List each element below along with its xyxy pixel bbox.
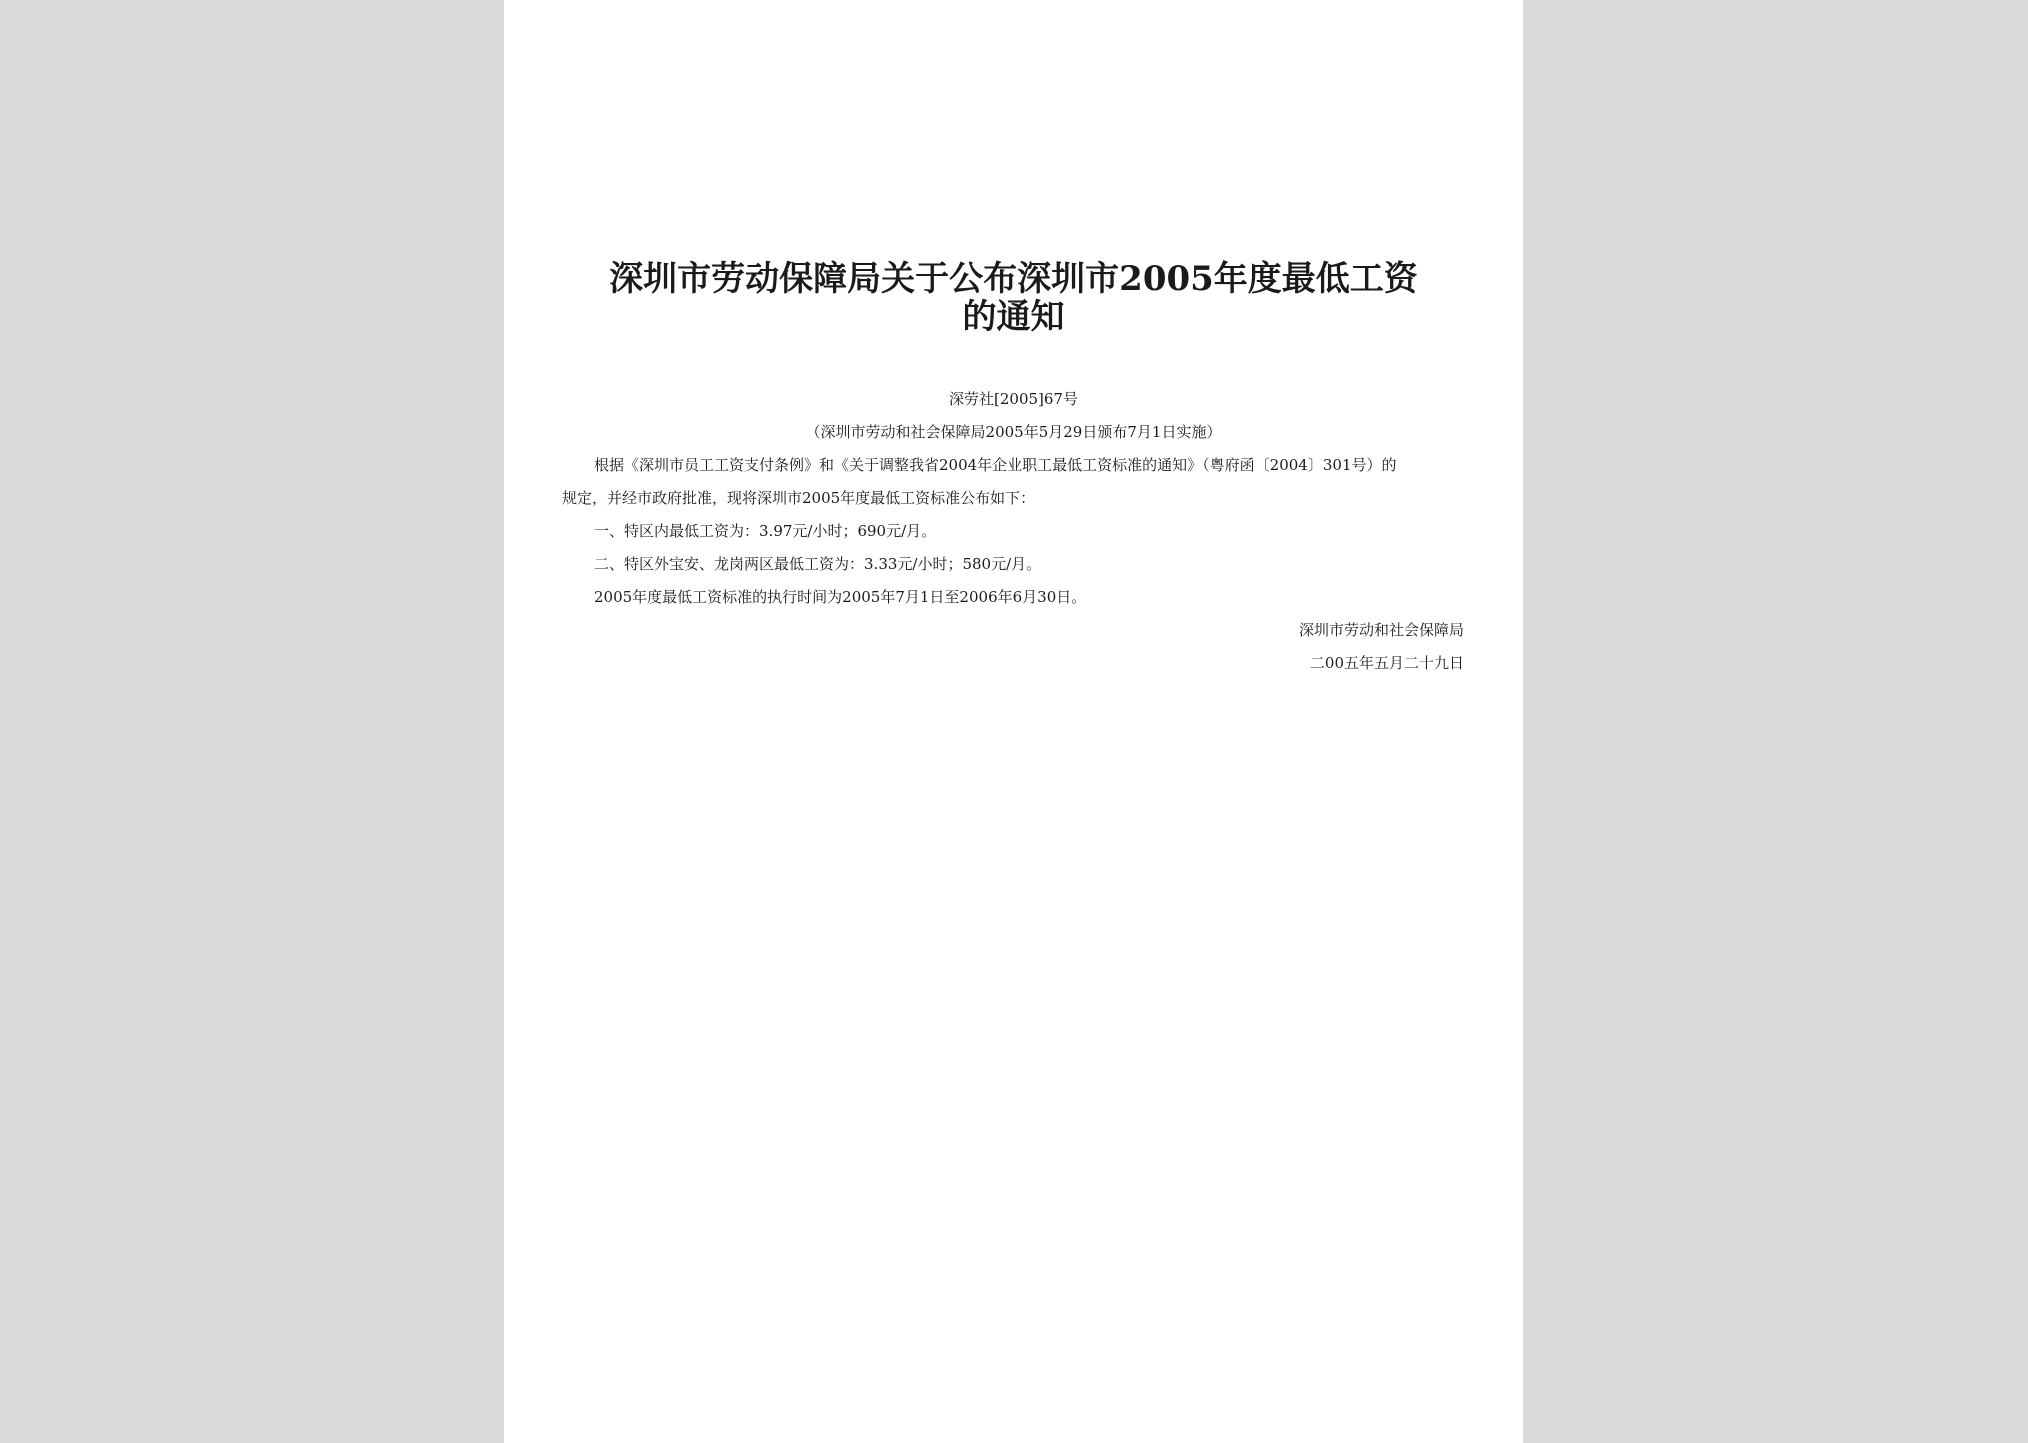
issue-note: （深圳市劳动和社会保障局2005年5月29日颁布7月1日实施）: [805, 423, 1222, 441]
intro-paragraph-line-2: 规定，并经市政府批准，现将深圳市2005年度最低工资标准公布如下：: [562, 489, 1036, 507]
title-line-1: 深圳市劳动保障局关于公布深圳市2005年度最低工资: [609, 259, 1418, 299]
document-page: [504, 0, 1523, 1443]
document-number: 深劳社[2005]67号: [949, 390, 1078, 408]
signature-issuer: 深圳市劳动和社会保障局: [1298, 621, 1464, 639]
document-title: [564, 260, 1463, 336]
wage-item-2: 二、特区外宝安、龙岗两区最低工资为：3.33元/小时；580元/月。: [594, 555, 1042, 573]
effective-period: 2005年度最低工资标准的执行时间为2005年7月1日至2006年6月30日。: [594, 588, 1087, 606]
wage-item-1: 一、特区内最低工资为：3.97元/小时；690元/月。: [594, 522, 937, 540]
signature-date: 二00五年五月二十九日: [1309, 654, 1464, 672]
title-line-2: 的通知: [962, 297, 1065, 337]
intro-paragraph-line-1: 根据《深圳市员工工资支付条例》和《关于调整我省2004年企业职工最低工资标准的通知》（粤府函〔2004〕301号）的: [594, 456, 1397, 474]
